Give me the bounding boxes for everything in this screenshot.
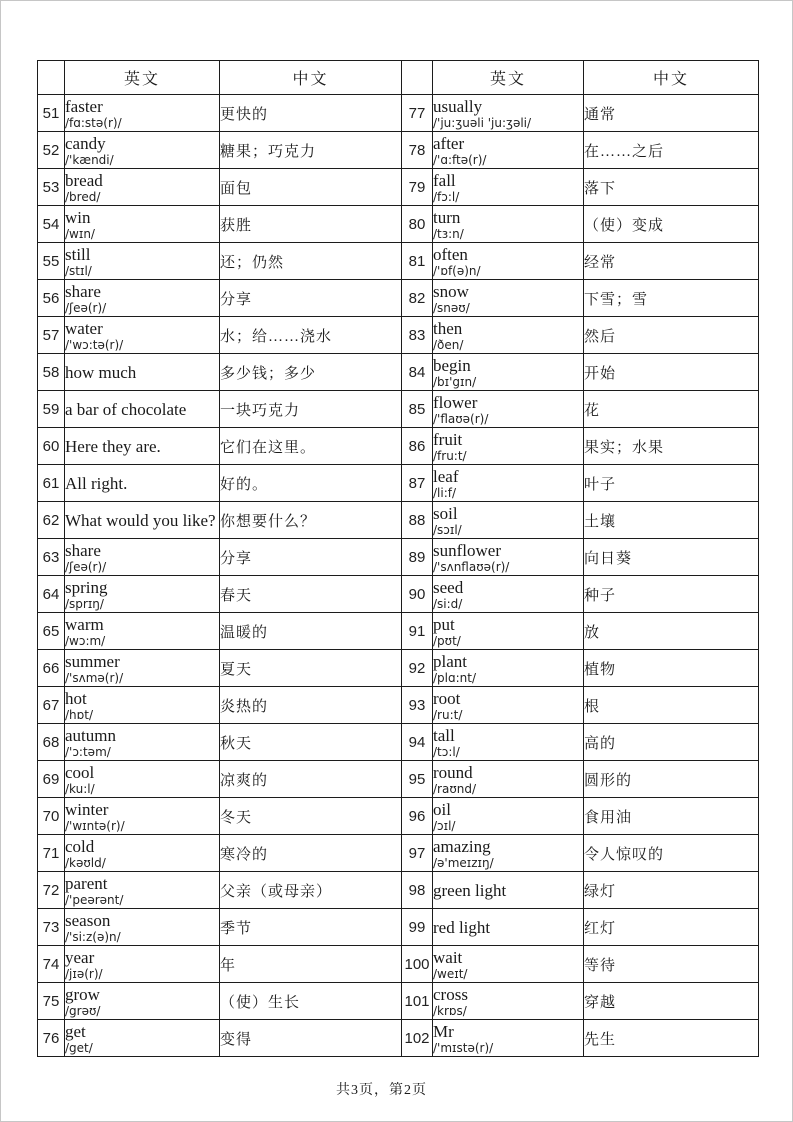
phonetic-transcription: /bɪ'gɪn/ — [433, 374, 477, 389]
header-english-right: 英文 — [433, 61, 584, 95]
chinese-cell-right: 向日葵 — [584, 539, 759, 576]
row-number-left: 75 — [38, 983, 65, 1020]
english-word: flower — [433, 392, 478, 412]
english-word: summer — [65, 651, 120, 671]
english-cell-left — [65, 95, 220, 132]
english-cell-left — [65, 206, 220, 243]
english-cell-left — [65, 539, 220, 576]
table-row — [38, 983, 759, 1020]
chinese-cell-right: 等待 — [584, 946, 759, 983]
row-number-left: 67 — [38, 687, 65, 724]
vocab-table — [37, 60, 759, 1057]
chinese-cell-left: 春天 — [220, 576, 402, 613]
row-number-left: 58 — [38, 354, 65, 391]
row-number-right: 94 — [402, 724, 433, 761]
chinese-cell-left: 秋天 — [220, 724, 402, 761]
chinese-cell-right: 穿越 — [584, 983, 759, 1020]
row-number-left: 63 — [38, 539, 65, 576]
english-cell-right — [433, 502, 584, 539]
row-number-right: 98 — [402, 872, 433, 909]
table-row — [38, 761, 759, 798]
chinese-cell-right: 食用油 — [584, 798, 759, 835]
english-cell-left — [65, 576, 220, 613]
english-word: spring — [65, 577, 108, 597]
row-number-right: 79 — [402, 169, 433, 206]
english-cell-left — [65, 465, 220, 502]
table-row — [38, 835, 759, 872]
phonetic-transcription: /plɑ:nt/ — [433, 670, 477, 685]
english-word: green light — [433, 880, 507, 900]
table-row — [38, 391, 759, 428]
chinese-cell-right: 落下 — [584, 169, 759, 206]
table-row — [38, 502, 759, 539]
chinese-cell-right: 根 — [584, 687, 759, 724]
row-number-left: 52 — [38, 132, 65, 169]
english-cell-left — [65, 1020, 220, 1057]
phonetic-transcription: /ʃeə(r)/ — [65, 559, 107, 574]
english-cell-left — [65, 909, 220, 946]
english-cell-left — [65, 354, 220, 391]
chinese-cell-right: 通常 — [584, 95, 759, 132]
phonetic-transcription: /sɔɪl/ — [433, 522, 462, 537]
phonetic-transcription: /fru:t/ — [433, 448, 467, 463]
corner-cell-right — [402, 61, 433, 95]
phonetic-transcription: /'flaʊə(r)/ — [433, 411, 489, 426]
chinese-cell-left: 温暖的 — [220, 613, 402, 650]
english-word: What would you like? — [65, 510, 216, 530]
chinese-cell-right: 然后 — [584, 317, 759, 354]
chinese-cell-right: 开始 — [584, 354, 759, 391]
english-cell-left — [65, 132, 220, 169]
phonetic-transcription: /'sʌmə(r)/ — [65, 670, 124, 685]
page-footer: 共3页，第2页 — [336, 1083, 427, 1098]
chinese-cell-left: 一块巧克力 — [220, 391, 402, 428]
phonetic-transcription: /'sʌnflaʊə(r)/ — [433, 559, 510, 574]
english-word: cold — [65, 836, 95, 856]
row-number-left: 54 — [38, 206, 65, 243]
chinese-cell-right: 经常 — [584, 243, 759, 280]
row-number-left: 62 — [38, 502, 65, 539]
row-number-left: 61 — [38, 465, 65, 502]
table-row — [38, 354, 759, 391]
row-number-right: 77 — [402, 95, 433, 132]
phonetic-transcription: /'ju:ʒuəli 'ju:ʒəli/ — [433, 115, 532, 130]
table-row — [38, 650, 759, 687]
english-cell-right — [433, 946, 584, 983]
english-word: root — [433, 688, 461, 708]
row-number-right: 89 — [402, 539, 433, 576]
row-number-right: 99 — [402, 909, 433, 946]
english-word: plant — [433, 651, 467, 671]
row-number-left: 74 — [38, 946, 65, 983]
english-word: oil — [433, 799, 451, 819]
english-word: wait — [433, 947, 463, 967]
english-cell-right — [433, 280, 584, 317]
phonetic-transcription: /ə'meɪzɪŋ/ — [433, 855, 494, 870]
chinese-cell-left: 好的。 — [220, 465, 402, 502]
english-cell-right — [433, 354, 584, 391]
row-number-right: 102 — [402, 1020, 433, 1057]
english-word: fruit — [433, 429, 463, 449]
phonetic-transcription: /ku:l/ — [65, 781, 95, 796]
english-cell-left — [65, 983, 220, 1020]
table-row — [38, 428, 759, 465]
chinese-cell-right: 种子 — [584, 576, 759, 613]
chinese-cell-left: 冬天 — [220, 798, 402, 835]
phonetic-transcription: /'si:z(ə)n/ — [65, 929, 121, 944]
chinese-cell-right: 植物 — [584, 650, 759, 687]
english-word: often — [433, 244, 468, 264]
english-word: cross — [433, 984, 468, 1004]
corner-cell-left — [38, 61, 65, 95]
english-cell-left — [65, 502, 220, 539]
phonetic-transcription: /raʊnd/ — [433, 781, 477, 796]
english-cell-right — [433, 243, 584, 280]
chinese-cell-left: 分享 — [220, 280, 402, 317]
english-word: win — [65, 207, 91, 227]
row-number-right: 90 — [402, 576, 433, 613]
chinese-cell-left: 多少钱；多少 — [220, 354, 402, 391]
chinese-cell-left: （使）生长 — [220, 983, 402, 1020]
row-number-right: 91 — [402, 613, 433, 650]
english-cell-right — [433, 983, 584, 1020]
english-word: sunflower — [433, 540, 501, 560]
english-cell-left — [65, 317, 220, 354]
phonetic-transcription: /'ɑ:ftə(r)/ — [433, 152, 487, 167]
chinese-cell-right: 令人惊叹的 — [584, 835, 759, 872]
english-word: cool — [65, 762, 95, 782]
english-cell-right — [433, 761, 584, 798]
vocab-table-body — [38, 95, 759, 1057]
english-cell-left — [65, 761, 220, 798]
english-cell-left — [65, 613, 220, 650]
row-number-right: 88 — [402, 502, 433, 539]
row-number-left: 53 — [38, 169, 65, 206]
phonetic-transcription: /tɜ:n/ — [433, 226, 464, 241]
english-word: usually — [433, 96, 483, 116]
table-row — [38, 724, 759, 761]
english-word: round — [433, 762, 473, 782]
phonetic-transcription: /'kændi/ — [65, 152, 114, 167]
english-word: begin — [433, 355, 471, 375]
phonetic-transcription: /ru:t/ — [433, 707, 463, 722]
table-row — [38, 317, 759, 354]
english-cell-left — [65, 946, 220, 983]
english-cell-left — [65, 872, 220, 909]
english-cell-right — [433, 428, 584, 465]
phonetic-transcription: /'ɔ:təm/ — [65, 744, 111, 759]
english-word: Here they are. — [65, 436, 161, 456]
row-number-right: 86 — [402, 428, 433, 465]
phonetic-transcription: /bred/ — [65, 189, 101, 204]
english-cell-left — [65, 428, 220, 465]
phonetic-transcription: /grəʊ/ — [65, 1003, 101, 1018]
table-row — [38, 946, 759, 983]
phonetic-transcription: /pʊt/ — [433, 633, 461, 648]
chinese-cell-left: 季节 — [220, 909, 402, 946]
chinese-cell-left: 炎热的 — [220, 687, 402, 724]
english-word: still — [65, 244, 91, 264]
english-cell-right — [433, 206, 584, 243]
english-cell-right — [433, 835, 584, 872]
english-cell-right — [433, 539, 584, 576]
chinese-cell-left: 变得 — [220, 1020, 402, 1057]
chinese-cell-right: 放 — [584, 613, 759, 650]
chinese-cell-left: 水；给……浇水 — [220, 317, 402, 354]
english-word: season — [65, 910, 111, 930]
phonetic-transcription: /li:f/ — [433, 485, 457, 500]
row-number-right: 80 — [402, 206, 433, 243]
phonetic-transcription: /'ɒf(ə)n/ — [433, 263, 481, 278]
row-number-right: 96 — [402, 798, 433, 835]
chinese-cell-left: 你想要什么？ — [220, 502, 402, 539]
english-cell-left — [65, 687, 220, 724]
english-word: put — [433, 614, 455, 634]
chinese-cell-left: 获胜 — [220, 206, 402, 243]
row-number-right: 93 — [402, 687, 433, 724]
english-word: bread — [65, 170, 103, 190]
english-cell-right — [433, 465, 584, 502]
english-word: get — [65, 1021, 86, 1041]
english-word: fall — [433, 170, 456, 190]
row-number-left: 76 — [38, 1020, 65, 1057]
row-number-right: 81 — [402, 243, 433, 280]
chinese-cell-left: 父亲（或母亲） — [220, 872, 402, 909]
phonetic-transcription: /krɒs/ — [433, 1003, 467, 1018]
english-word: how much — [65, 362, 137, 382]
row-number-right: 83 — [402, 317, 433, 354]
english-word: leaf — [433, 466, 459, 486]
table-row — [38, 539, 759, 576]
row-number-right: 82 — [402, 280, 433, 317]
phonetic-transcription: /sprɪŋ/ — [65, 596, 104, 611]
phonetic-transcription: /'wɔ:tə(r)/ — [65, 337, 124, 352]
chinese-cell-left: 它们在这里。 — [220, 428, 402, 465]
row-number-left: 57 — [38, 317, 65, 354]
chinese-cell-right: 红灯 — [584, 909, 759, 946]
english-cell-right — [433, 613, 584, 650]
english-word: after — [433, 133, 465, 153]
phonetic-transcription: /get/ — [65, 1040, 93, 1055]
header-row — [38, 61, 759, 95]
table-row — [38, 613, 759, 650]
english-cell-right — [433, 95, 584, 132]
english-cell-left — [65, 391, 220, 428]
table-row — [38, 206, 759, 243]
chinese-cell-left: 凉爽的 — [220, 761, 402, 798]
row-number-right: 92 — [402, 650, 433, 687]
english-cell-left — [65, 724, 220, 761]
table-row — [38, 909, 759, 946]
row-number-right: 97 — [402, 835, 433, 872]
row-number-right: 85 — [402, 391, 433, 428]
english-cell-left — [65, 169, 220, 206]
row-number-left: 72 — [38, 872, 65, 909]
english-word: warm — [65, 614, 104, 634]
phonetic-transcription: /jɪə(r)/ — [65, 966, 103, 981]
row-number-left: 64 — [38, 576, 65, 613]
phonetic-transcription: /'wɪntə(r)/ — [65, 818, 125, 833]
row-number-left: 70 — [38, 798, 65, 835]
english-word: candy — [65, 133, 106, 153]
row-number-right: 87 — [402, 465, 433, 502]
phonetic-transcription: /wɔ:m/ — [65, 633, 106, 648]
english-word: water — [65, 318, 103, 338]
table-row — [38, 132, 759, 169]
row-number-right: 84 — [402, 354, 433, 391]
row-number-left: 51 — [38, 95, 65, 132]
row-number-left: 56 — [38, 280, 65, 317]
table-row — [38, 1020, 759, 1057]
english-cell-right — [433, 576, 584, 613]
row-number-left: 66 — [38, 650, 65, 687]
chinese-cell-left: 糖果；巧克力 — [220, 132, 402, 169]
row-number-left: 60 — [38, 428, 65, 465]
chinese-cell-right: 下雪；雪 — [584, 280, 759, 317]
english-word: winter — [65, 799, 109, 819]
english-word: snow — [433, 281, 469, 301]
phonetic-transcription: /weɪt/ — [433, 966, 468, 981]
english-word: share — [65, 281, 101, 301]
english-cell-right — [433, 798, 584, 835]
english-word: amazing — [433, 836, 491, 856]
chinese-cell-right: 绿灯 — [584, 872, 759, 909]
english-word: hot — [65, 688, 87, 708]
english-word: red light — [433, 917, 491, 937]
row-number-left: 59 — [38, 391, 65, 428]
english-cell-left — [65, 650, 220, 687]
phonetic-transcription: /ðen/ — [433, 337, 464, 352]
row-number-left: 55 — [38, 243, 65, 280]
phonetic-transcription: /fɔ:l/ — [433, 189, 460, 204]
table-row — [38, 280, 759, 317]
chinese-cell-right: 花 — [584, 391, 759, 428]
chinese-cell-right: 先生 — [584, 1020, 759, 1057]
english-word: soil — [433, 503, 458, 523]
phonetic-transcription: /ʃeə(r)/ — [65, 300, 107, 315]
english-word: faster — [65, 96, 103, 116]
english-cell-right — [433, 872, 584, 909]
phonetic-transcription: /tɔ:l/ — [433, 744, 460, 759]
row-number-left: 69 — [38, 761, 65, 798]
english-cell-right — [433, 1020, 584, 1057]
english-word: seed — [433, 577, 464, 597]
table-row — [38, 95, 759, 132]
row-number-right: 78 — [402, 132, 433, 169]
chinese-cell-left: 年 — [220, 946, 402, 983]
table-row — [38, 465, 759, 502]
english-cell-right — [433, 650, 584, 687]
chinese-cell-right: 在……之后 — [584, 132, 759, 169]
english-cell-right — [433, 132, 584, 169]
chinese-cell-right: （使）变成 — [584, 206, 759, 243]
row-number-right: 95 — [402, 761, 433, 798]
english-word: turn — [433, 207, 461, 227]
english-word: All right. — [65, 473, 128, 493]
english-cell-right — [433, 317, 584, 354]
english-cell-left — [65, 243, 220, 280]
english-word: Mr — [433, 1021, 454, 1041]
chinese-cell-left: 还；仍然 — [220, 243, 402, 280]
phonetic-transcription: /'peərənt/ — [65, 892, 124, 907]
table-row — [38, 798, 759, 835]
english-cell-left — [65, 798, 220, 835]
phonetic-transcription: /ɔɪl/ — [433, 818, 456, 833]
phonetic-transcription: /stɪl/ — [65, 263, 92, 278]
english-cell-right — [433, 909, 584, 946]
table-row — [38, 576, 759, 613]
phonetic-transcription: /wɪn/ — [65, 226, 95, 241]
table-row — [38, 872, 759, 909]
row-number-left: 68 — [38, 724, 65, 761]
english-word: autumn — [65, 725, 116, 745]
chinese-cell-left: 面包 — [220, 169, 402, 206]
chinese-cell-left: 寒冷的 — [220, 835, 402, 872]
english-cell-left — [65, 835, 220, 872]
table-row — [38, 687, 759, 724]
phonetic-transcription: /snəʊ/ — [433, 300, 470, 315]
english-cell-right — [433, 724, 584, 761]
phonetic-transcription: /'mɪstə(r)/ — [433, 1040, 494, 1055]
chinese-cell-left: 分享 — [220, 539, 402, 576]
english-word: then — [433, 318, 463, 338]
english-word: share — [65, 540, 101, 560]
row-number-left: 71 — [38, 835, 65, 872]
english-word: year — [65, 947, 95, 967]
chinese-cell-right: 高的 — [584, 724, 759, 761]
english-word: tall — [433, 725, 455, 745]
chinese-cell-right: 叶子 — [584, 465, 759, 502]
english-word: parent — [65, 873, 108, 893]
row-number-left: 65 — [38, 613, 65, 650]
english-cell-right — [433, 391, 584, 428]
phonetic-transcription: /fɑ:stə(r)/ — [65, 115, 122, 130]
header-english-left: 英文 — [65, 61, 220, 95]
table-row — [38, 169, 759, 206]
row-number-right: 101 — [402, 983, 433, 1020]
chinese-cell-right: 果实；水果 — [584, 428, 759, 465]
row-number-right: 100 — [402, 946, 433, 983]
chinese-cell-right: 圆形的 — [584, 761, 759, 798]
english-cell-left — [65, 280, 220, 317]
english-cell-right — [433, 169, 584, 206]
header-chinese-left: 中文 — [220, 61, 402, 95]
row-number-left: 73 — [38, 909, 65, 946]
chinese-cell-left: 夏天 — [220, 650, 402, 687]
header-chinese-right: 中文 — [584, 61, 759, 95]
chinese-cell-left: 更快的 — [220, 95, 402, 132]
phonetic-transcription: /si:d/ — [433, 596, 463, 611]
english-word: a bar of chocolate — [65, 399, 187, 419]
english-cell-right — [433, 687, 584, 724]
table-row — [38, 243, 759, 280]
english-word: grow — [65, 984, 100, 1004]
phonetic-transcription: /hɒt/ — [65, 707, 94, 722]
phonetic-transcription: /kəʊld/ — [65, 855, 106, 870]
chinese-cell-right: 土壤 — [584, 502, 759, 539]
